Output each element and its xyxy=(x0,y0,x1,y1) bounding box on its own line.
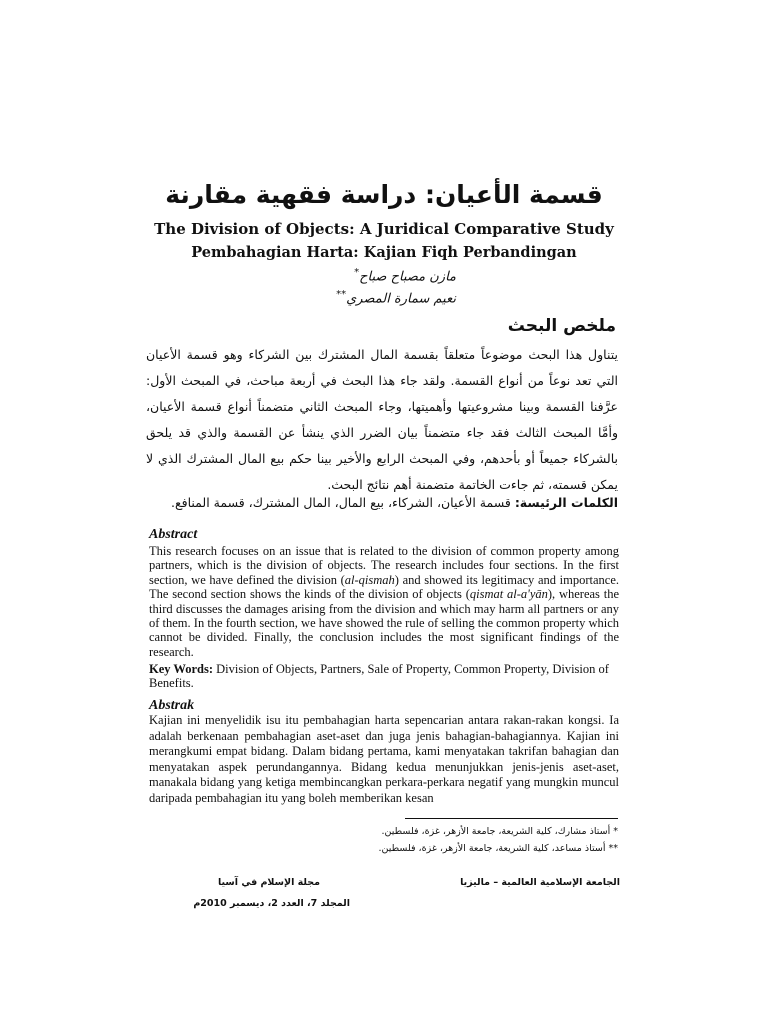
arabic-keywords-list: قسمة الأعيان، الشركاء، بيع المال، المال المشترك، قسمة المنافع. xyxy=(170,495,511,510)
footnote-1 xyxy=(300,826,618,837)
footnote-1-mark: * xyxy=(613,826,618,837)
english-keywords xyxy=(149,662,619,691)
arabic-abstract-heading: ملخص البحث xyxy=(507,316,616,336)
author-1-mark: * xyxy=(354,267,360,278)
author-2-mark: ** xyxy=(336,289,347,301)
footnote-2 xyxy=(300,843,618,854)
arabic-title: قسمة الأعيان: دراسة فقهية مقارنة xyxy=(165,180,603,209)
footer-university: الجامعة الإسلامية العالمية – ماليزيا xyxy=(460,877,620,888)
author-2 xyxy=(316,286,456,308)
arabic-keywords-label: الكلمات الرئيسة: xyxy=(514,495,618,510)
english-abstract-heading: Abstract xyxy=(149,527,198,542)
english-abstract-part-2: ) and showed its legitimacy and importance. The second section shows the kinds of the division of objects ( xyxy=(149,572,619,602)
footnote-2-mark: ** xyxy=(608,843,618,854)
term-qismat-al-ayan: qismat al-a'yān xyxy=(469,587,548,602)
malay-title: Pembahagian Harta: Kajian Fiqh Perbandingan xyxy=(191,244,577,261)
english-title: The Division of Objects: A Juridical Comparative Study xyxy=(154,220,614,238)
english-abstract-text xyxy=(149,544,619,659)
english-abstract-part-1: This research focuses on an issue that is related to the division of common property among partners, which is the division of objects. The research includes four sections. In the first section, we have defined the division ( xyxy=(149,544,619,587)
malay-abstract-heading: Abstrak xyxy=(149,698,195,713)
author-1-name: مازن مصباح صباح xyxy=(359,269,456,285)
term-al-qismah: al-qismah xyxy=(344,572,395,587)
footer-journal: مجلة الإسلام في آسيا xyxy=(217,877,320,888)
arabic-abstract-text: يتناول هذا البحث موضوعاً متعلقاً بقسمة المال المشترك بين الشركاء وهو قسمة الأعيان التي تعد نوعاً من أنواع القسمة. ولقد جاء هذا البحث في أربعة مباحث، في المبحث الأول: عرَّفنا القسمة وبينا مشروعيتها وأهميتها، وجاء المبحث الثاني متضمناً أنواع قسمة الأعيان، وأمَّا المبحث الثالث فقد جاء متضمناً بيان الضرر الذي ينشأ عن القسمة والذي قد يلحق بالشركاء جميعاً أو بأحدهم، وفي المبحث الرابع والأخير بينا حكم بيع المال المشترك الذي لا يمكن قسمته، ثم جاءت الخاتمة متضمنة أهم نتائج البحث. xyxy=(146,347,618,492)
author-list xyxy=(316,264,456,309)
arabic-keywords xyxy=(146,495,618,510)
english-keywords-list: Division of Objects, Partners, Sale of Property, Common Property, Division of Benefits. xyxy=(149,662,609,691)
footnote-1-text: أستاذ مشارك، كلية الشريعة، جامعة الأزهر، غزة، فلسطين. xyxy=(381,826,611,837)
malay-abstract-text: Kajian ini menyelidik isu itu pembahagian harta sepencarian antara rakan-rakan kongsi. Ia adalah berkenaan pembahagian aset-aset dan juga jenis bahagian-bahagiannya. Kajian ini merangkumi empat bidang. Dalam bidang pertama, kami menyatakan takrifan bahagian dan menyatakan aspek perundangannya. Bidang kedua menunjukkan jenis-jenis aset-aset, manakala bidang yang ketiga membincangkan perkara-perkara negatif yang mungkin muncul daripada pembahagian itu yang boleh memberikan kesan xyxy=(149,713,619,805)
footnote-rule xyxy=(405,818,618,819)
author-1 xyxy=(316,264,456,286)
english-keywords-label: Key Words: xyxy=(149,662,214,676)
footer-issue: المجلد 7، العدد 2، ديسمبر 2010م xyxy=(193,898,350,909)
footnote-2-text: أستاذ مساعد، كلية الشريعة، جامعة الأزهر، غزة، فلسطين. xyxy=(378,843,606,854)
author-2-name: نعيم سمارة المصري xyxy=(346,291,456,307)
english-abstract-part-3: ), whereas the third discusses the damages arising from the division and which may harm all partners or any of them. In the fourth section, we have showed the rule of selling the common property which cannot be divided. Finally, the conclusion includes the most significant findings of the research. xyxy=(149,587,620,659)
